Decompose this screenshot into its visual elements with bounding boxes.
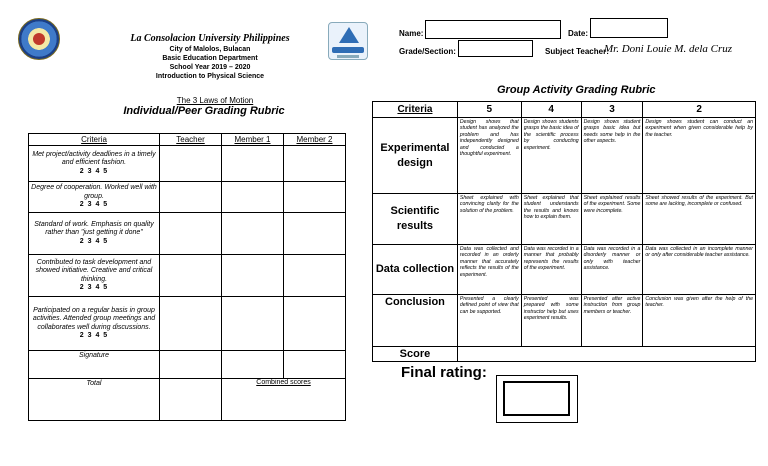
score-scale: 2 3 4 5 [79,284,109,291]
school-header [110,34,310,81]
member1-score-cell[interactable] [222,182,284,213]
criterion-text: Standard of work. Emphasis on quality rather than "just getting it done" [34,220,154,237]
table-row [29,182,346,213]
member1-score-cell[interactable] [222,297,284,351]
criterion-text: Participated on a regular basis in group activities. Attended group meetings and collaborates well during discussions. [32,306,156,331]
rubric-desc: Presented after active instruction from group members or teacher. [581,295,643,347]
score-scale: 2 3 4 5 [79,201,109,209]
header-line: City of Malolos, Bulacan [169,46,251,53]
rubric-criterion: Experimental design [373,118,458,194]
rubric-desc: Data was recorded in a disorderly manner or only with teacher assistance. [581,245,643,295]
rubric-header-3: 3 [581,102,643,118]
rubric-row [373,194,756,245]
score-scale: 2 3 4 5 [79,167,109,175]
total-label: Total [86,380,102,387]
score-cell[interactable] [457,347,755,362]
rubric-desc: Presented was prepared with some instructor help but uses experiment results. [521,295,581,347]
table-row [29,379,346,421]
member2-score-cell[interactable] [284,297,346,351]
rubric-header-2: 2 [643,102,756,118]
peer-grading-table [28,133,346,421]
rubric-desc: Data was recorded in a manner that probably represents the results of the experiment. [521,245,581,295]
rubric-row [373,295,756,347]
group-rubric-title: Group Activity Grading Rubric [497,84,656,96]
score-scale: 2 3 4 5 [79,332,109,339]
rubric-criterion: Data collection [373,245,458,295]
name-label: Name: [399,29,424,38]
member2-score-cell[interactable] [284,146,346,182]
header-line: Introduction to Physical Science [155,73,265,80]
rubric-desc: Design shows student can conduct an experiment when given considerable help by the teacher. [643,118,756,194]
teacher-score-cell[interactable] [160,255,222,297]
grade-section-field[interactable] [458,40,533,57]
rubric-row [373,347,756,362]
combined-scores-label: Combined scores [222,379,346,421]
table-row [29,255,346,297]
rubric-row [373,245,756,295]
subject-teacher-label: Subject Teacher: [545,47,609,56]
rubric-desc: Design shows that student has analyzed the problem and has independently designed and conducted a thoughtful experiment. [457,118,521,194]
rubric-desc: Data was collected in an incomplete manner or only after considerable teacher assistance. [643,245,756,295]
teacher-score-cell[interactable] [160,297,222,351]
teacher-score-cell[interactable] [160,213,222,255]
final-rating-label: Final rating: [401,364,487,381]
rubric-desc: Design shows student grasps basic idea but needs some help in the other aspects. [581,118,643,194]
col-header-teacher: Teacher [160,134,222,146]
rubric-row [373,118,756,194]
member1-signature-cell[interactable] [222,351,284,379]
criterion-text: Degree of cooperation. Worked well with group. [31,184,157,200]
rubric-desc: Design shows students grasps the basic idea of the scientific process by conducting experiment. [521,118,581,194]
school-seal-icon [18,18,60,60]
rubric-desc: Presented a clearly defined point of view that can be supported. [457,295,521,347]
criterion-text: Met project/activity deadlines in a timely and efficient fashion. [32,150,156,167]
col-header-member2: Member 2 [284,134,346,146]
teacher-score-cell[interactable] [160,146,222,182]
score-label: Score [373,347,458,362]
member1-score-cell[interactable] [222,213,284,255]
rubric-desc: Sheet explained that student understands the results and knows how to explain them. [521,194,581,245]
table-row [29,146,346,182]
signature-label: Signature [79,352,109,359]
rubric-desc: Sheet explained with convincing clarity for the solution of the problem. [457,194,521,245]
col-header-criteria: Criteria [29,134,160,146]
score-scale: 2 3 4 5 [79,237,109,245]
topic-title: The 3 Laws of Motion [176,96,254,105]
certification-badge-icon [328,22,368,60]
university-name: La Consolacion University Philippines [130,33,290,44]
rubric-desc: Sheet explained results of the experiment. Some were incomplete. [581,194,643,245]
teacher-name: Mr. Doni Louie M. dela Cruz [604,43,733,55]
teacher-score-cell[interactable] [160,182,222,213]
col-header-member1: Member 1 [222,134,284,146]
date-field[interactable] [590,18,668,38]
peer-rubric-title: Individual/Peer Grading Rubric [123,105,285,117]
rubric-desc: Conclusion was given after the help of the teacher. [643,295,756,347]
group-rubric-table [372,101,756,362]
member2-score-cell[interactable] [284,255,346,297]
member1-score-cell[interactable] [222,146,284,182]
name-field[interactable] [425,20,561,39]
teacher-signature-cell[interactable] [160,351,222,379]
rubric-desc: Data was collected and recorded in an orderly manner that accurately reflects the results of the experiment. [457,245,521,295]
header-line: School Year 2019 – 2020 [169,64,251,71]
criterion-text: Contributed to task development and showed initiative. Creative and critical thinking. [35,258,153,283]
member1-score-cell[interactable] [222,255,284,297]
rubric-criterion: Scientific results [373,194,458,245]
rubric-header-5: 5 [457,102,521,118]
rubric-header-criteria: Criteria [373,102,458,118]
rubric-header-4: 4 [521,102,581,118]
header-line: Basic Education Department [162,55,258,62]
final-rating-inner-box[interactable] [503,381,570,416]
rubric-desc: Sheet showed results of the experiment. But some are lacking, incomplete or confused. [643,194,756,245]
table-row [29,351,346,379]
table-row [29,297,346,351]
rubric-criterion: Conclusion [373,295,458,347]
member2-score-cell[interactable] [284,182,346,213]
total-cell[interactable] [160,379,222,421]
member2-score-cell[interactable] [284,213,346,255]
member2-signature-cell[interactable] [284,351,346,379]
grade-section-label: Grade/Section: [399,47,456,56]
date-label: Date: [568,29,589,38]
table-row [29,213,346,255]
